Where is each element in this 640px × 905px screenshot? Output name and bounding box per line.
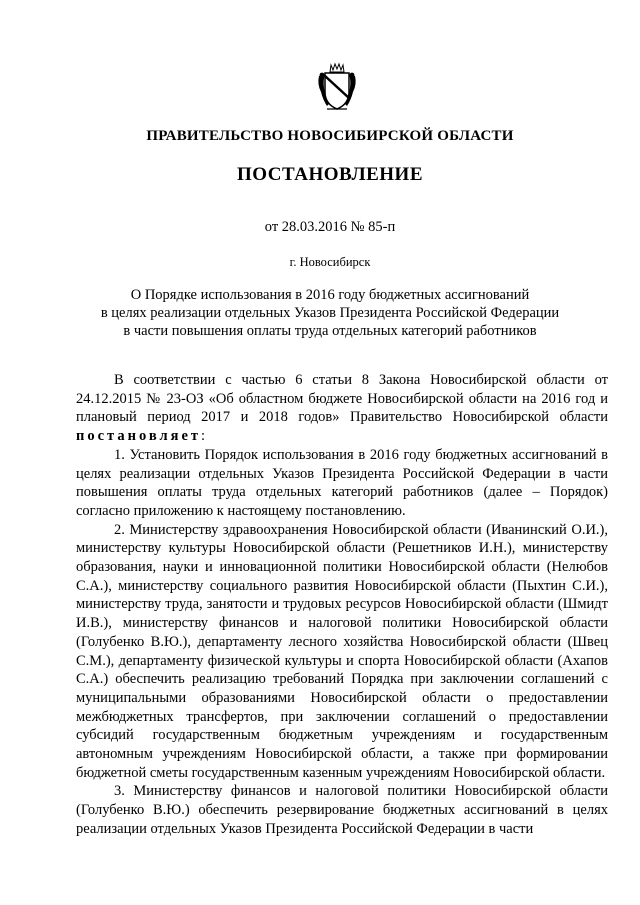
document-city: г. Новосибирск: [289, 255, 371, 269]
item-3-paragraph: 3. Министерству финансов и налоговой политики Новосибирской области (Голубенко В.Ю.) обеспечить резервирование бюджетных ассигнований в целях реализации отдельных Указов Президента Российской Федерации в части: [76, 783, 608, 837]
document-subject: [60, 286, 600, 340]
document-date-number: от 28.03.2016 № 85-п: [264, 219, 396, 235]
resolves-word: постановляет: [76, 428, 202, 445]
subject-line-2: в целях реализации отдельных Указов Президента Российской Федерации: [100, 305, 560, 321]
resolves-colon: :: [201, 428, 206, 445]
document-body: [76, 371, 608, 839]
preamble-paragraph: [76, 371, 608, 446]
novosibirsk-coat-of-arms-icon: [315, 62, 359, 112]
organization-name: ПРАВИТЕЛЬСТВО НОВОСИБИРСКОЙ ОБЛАСТИ: [146, 128, 514, 144]
item-2-paragraph: 2. Министерству здравоохранения Новосибирской области (Иванинский О.И.), министерству культуры Новосибирской области (Решетников И.Н.), министерству образования, науки и инновационной политики Новосибирской области (Нелюбов С.А.), министерству социального развития Новосибирской области (Пыхтин С.И.), министерству труда, занятости и трудовых ресурсов Новосибирской области (Шмидт И.В.), министерству финансов и налоговой политики Новосибирской области (Голубенко В.Ю.), департаменту лесного хозяйства Новосибирской области (Швец С.М.), департаменту физической культуры и спорта Новосибирской области (Ахапов С.А.) обеспечить реализацию требований Порядка при заключении соглашений с муниципальными образованиями Новосибирской области о предоставлении межбюджетных трансфертов, при заключении соглашений о предоставлении субсидий государственным бюджетным учреждениям и государственным автономным учреждениям Новосибирской области, а также при формировании бюджетной сметы государственным казенным учреждениям Новосибирской области.: [76, 521, 608, 781]
document-type: ПОСТАНОВЛЕНИЕ: [236, 164, 424, 185]
preamble-text: В соответствии с частью 6 статьи 8 Закона Новосибирской области от 24.12.2015 № 23-ОЗ «Об областном бюджете Новосибирской области на 2016 год и плановый период 2017 и 2018 годов» Правительство Новосибирской области: [76, 372, 608, 426]
item-1-paragraph: 1. Установить Порядок использования в 2016 году бюджетных ассигнований в целях реализации отдельных Указов Президента Российской Федерации в части повышения оплаты труда отдельных категорий работников (далее – Порядок) согласно приложению к настоящему постановлению.: [76, 446, 608, 519]
subject-line-1: О Порядке использования в 2016 году бюджетных ассигнований: [130, 287, 530, 303]
subject-line-3: в части повышения оплаты труда отдельных категорий работников: [123, 323, 537, 339]
